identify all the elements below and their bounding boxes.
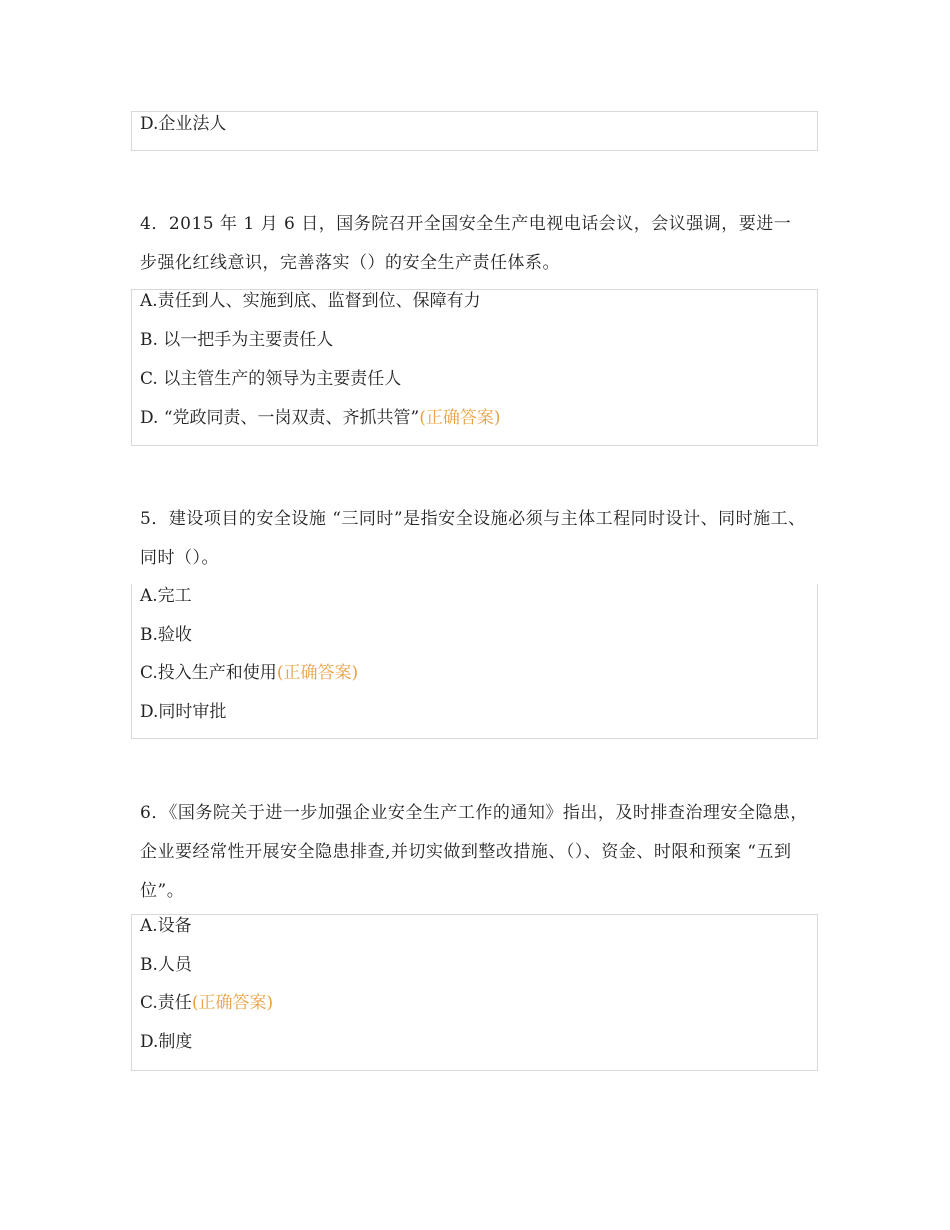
q6-option-d: D.制度 [140,1032,193,1052]
q4-option-c: C. 以主管生产的领导为主要责任人 [140,369,402,389]
q3-option-d: D.企业法人 [140,114,227,134]
q4-text: 4．2015 年 1 月 6 日，国务院召开全国安全生产电视电话会议，会议强调，要进一步强化红线意识，完善落实（）的安全生产责任体系。 [140,214,792,273]
q6-text: 6．《国务院关于进一步加强企业安全生产工作的通知》指出，及时排查治理安全隐患，企业要经常性开展安全隐患排查,并切实做到整改措施、（）、资金、时限和预案 “五到位”。 [140,803,808,901]
q3-options-box [131,111,818,151]
correct-answer-mark: (正确答案) [276,663,359,683]
correct-answer-mark: (正确答案) [191,993,274,1013]
q6-option-b: B.人员 [140,955,192,975]
q6-option-c-text: C.责任 [140,993,192,1013]
q5-option-c [140,662,358,684]
q5-option-c-text: C.投入生产和使用 [140,663,277,683]
q4-option-a: A.责任到人、实施到底、监督到位、保障有力 [140,291,481,311]
q5-text: 5．建设项目的安全设施 “三同时”是指安全设施必须与主体工程同时设计、同时施工、同时（）。 [140,509,806,568]
correct-answer-mark: (正确答案) [419,408,501,428]
q5-option-d: D.同时审批 [140,702,227,722]
q5-option-b: B.验收 [140,625,192,645]
q6-option-a: A.设备 [140,916,192,936]
q5-option-a: A.完工 [140,586,192,606]
q4-option-d-text: D. “党政同责、一岗双责、齐抓共管” [140,408,420,428]
q4-option-d [140,407,500,429]
q4-option-b: B. 以一把手为主要责任人 [140,330,334,350]
q6-option-c [140,992,273,1014]
